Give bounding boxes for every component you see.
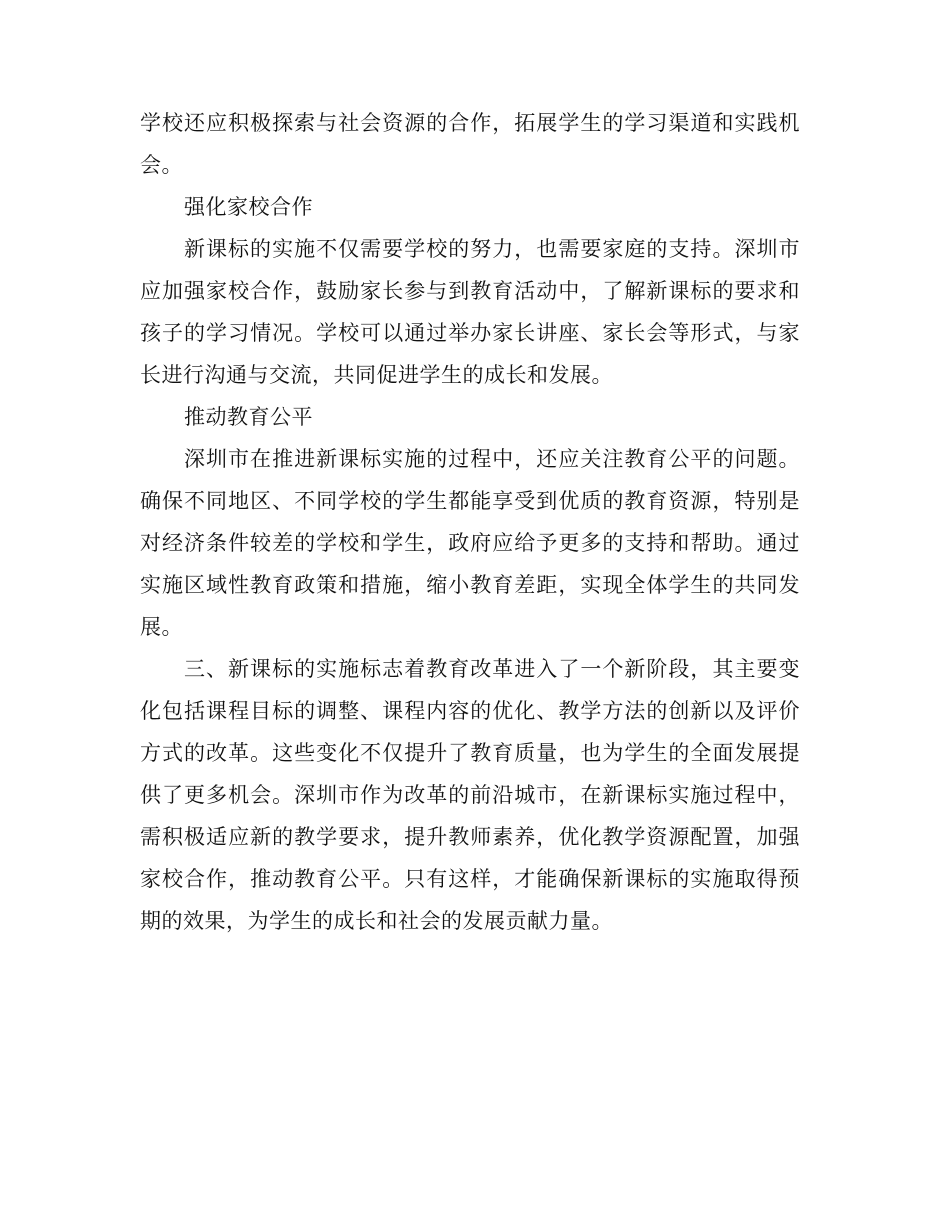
paragraph-equity: 深圳市在推进新课标实施的过程中，还应关注教育公平的问题。确保不同地区、不同学校的学生都能享受到优质的教育资源，特别是对经济条件较差的学校和学生，政府应给予更多的支持和帮助。通过实施区域性教育政策和措施，缩小教育差距，实现全体学生的共同发展。 [140, 447, 800, 639]
paragraph-conclusion: 三、新课标的实施标志着教育改革进入了一个新阶段，其主要变化包括课程目标的调整、课程内容的优化、教学方法的创新以及评价方式的改革。这些变化不仅提升了教育质量，也为学生的全面发展提供了更多机会。深圳市作为改革的前沿城市，在新课标实施过程中，需积极适应新的教学要求，提升教师素养，优化教学资源配置，加强家校合作，推动教育公平。只有这样，才能确保新课标的实施取得预期的效果，为学生的成长和社会的发展贡献力量。 [140, 657, 800, 933]
paragraph-continuation: 学校还应积极探索与社会资源的合作，拓展学生的学习渠道和实践机会。 [140, 111, 800, 177]
document-body [140, 102, 800, 942]
paragraph-home-school: 新课标的实施不仅需要学校的努力，也需要家庭的支持。深圳市应加强家校合作，鼓励家长参与到教育活动中，了解新课标的要求和孩子的学习情况。学校可以通过举办家长讲座、家长会等形式，与家长进行沟通与交流，共同促进学生的成长和发展。 [140, 237, 800, 387]
section-heading-home-school: 强化家校合作 [184, 195, 313, 219]
section-heading-equity: 推动教育公平 [184, 405, 313, 429]
